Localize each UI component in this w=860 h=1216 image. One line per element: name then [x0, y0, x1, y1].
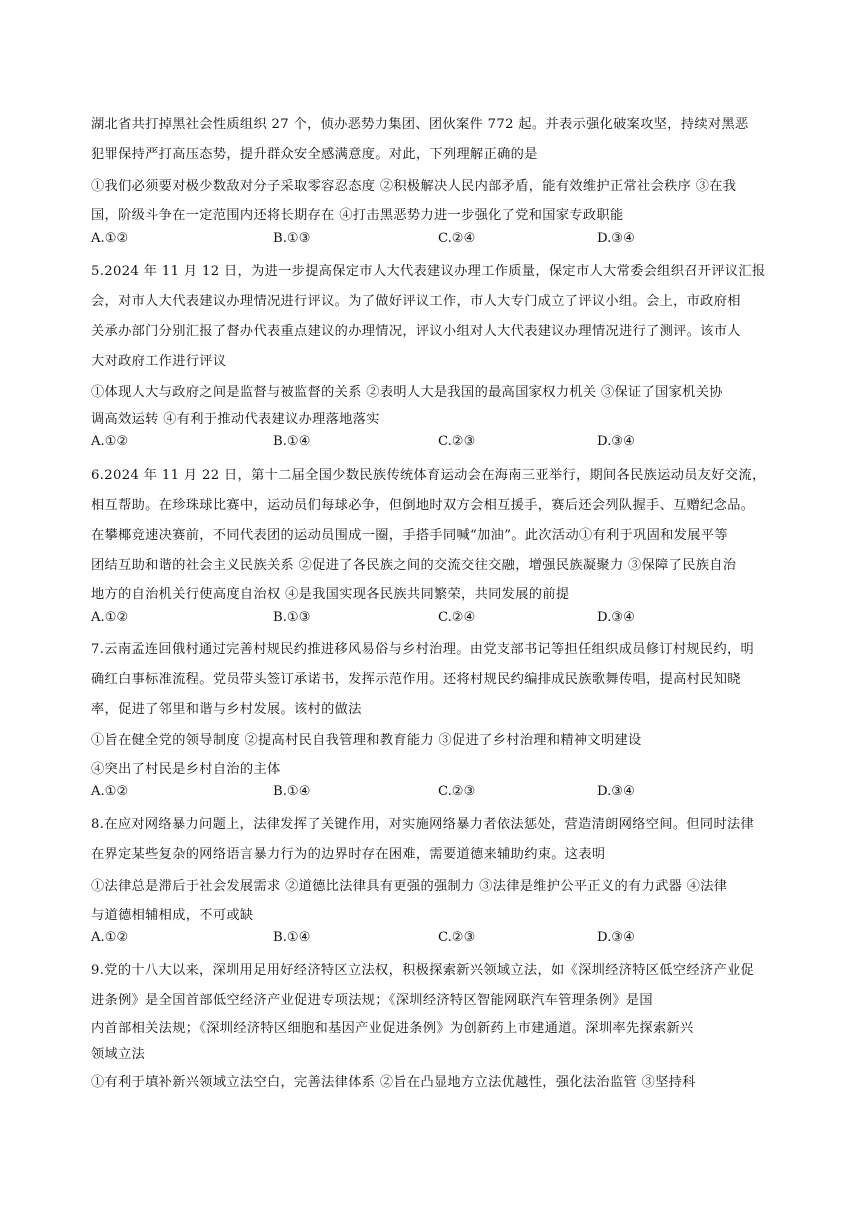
- q6-stem-line-3: 在攀椰竞速决赛前，不同代表团的运动员围成一圈，手搭手同喊“加油”。此次活动①有利于巩固和发展平等: [91, 528, 728, 543]
- q7-statement-line-2: ④突出了村民是乡村自治的主体: [91, 762, 281, 777]
- q8-statement-line-2: 与道德相辅相成，不可或缺: [91, 908, 254, 923]
- option-a[interactable]: A.①②: [91, 434, 129, 449]
- option-a[interactable]: A.①②: [91, 930, 129, 945]
- q7-stem-line-1: 7.云南孟连回俄村通过完善村规民约推进移风易俗与乡村治理。由党支部书记等担任组织成员修订村规民约，明: [91, 642, 755, 657]
- option-b[interactable]: B.①④: [273, 784, 311, 799]
- q7-stem-line-2: 确红白事标准流程。党员带头签订承诺书，发挥示范作用。还将村规民约编排成民族歌舞传唱，提高村民知晓: [91, 672, 741, 687]
- option-c[interactable]: C.②③: [438, 930, 476, 945]
- q8-stem-line-1: 8.在应对网络暴力问题上，法律发挥了关键作用，对实施网络暴力者依法惩处，营造清朗网络空间。但同时法律: [91, 817, 755, 832]
- q8-stem-line-2: 在界定某些复杂的网络语言暴力行为的边界时存在困难，需要道德来辅助约束。这表明: [91, 847, 606, 862]
- q5-stem-line-1: 5.2024 年 11 月 12 日，为进一步提高保定市人大代表建议办理工作质量，保定市人大常委会组织召开评议汇报: [91, 264, 766, 279]
- q6-stem-line-1: 6.2024 年 11 月 22 日，第十二届全国少数民族传统体育运动会在海南三亚举行，期间各民族运动员友好交流，: [91, 468, 766, 483]
- option-a[interactable]: A.①②: [91, 231, 129, 246]
- q9-stem-line-2: 进条例》是全国首部低空经济产业促进专项法规；《深圳经济特区智能网联汽车管理条例》是国: [91, 993, 653, 1008]
- q6-stem-line-4: 团结互助和谐的社会主义民族关系 ②促进了各民族之间的交流交往交融，增强民族凝聚力 ③保障了民族自治: [91, 558, 737, 573]
- q9-stem-line-4: 领域立法: [91, 1047, 146, 1062]
- q4-stem-line-2: 犯罪保持严打高压态势，提升群众安全感满意度。对此，下列理解正确的是: [91, 147, 538, 162]
- option-c[interactable]: C.②④: [438, 231, 476, 246]
- q4-statement-line-2: 国，阶级斗争在一定范围内还将长期存在 ④打击黑恶势力进一步强化了党和国家专政职能: [91, 208, 624, 223]
- option-c[interactable]: C.②④: [438, 610, 476, 625]
- q5-stem-line-2: 会，对市人大代表建议办理情况进行评议。为了做好评议工作，市人大专门成立了评议小组。会上，市政府相: [91, 294, 741, 309]
- option-d[interactable]: D.③④: [597, 930, 635, 945]
- option-c[interactable]: C.②③: [438, 784, 476, 799]
- option-b[interactable]: B.①③: [273, 610, 311, 625]
- q9-statement-line-1: ①有利于填补新兴领域立法空白，完善法律体系 ②旨在凸显地方立法优越性，强化法治监管 ③坚持科: [91, 1075, 696, 1090]
- option-b[interactable]: B.①③: [273, 231, 311, 246]
- option-b[interactable]: B.①④: [273, 930, 311, 945]
- q9-stem-line-3: 内首部相关法规；《深圳经济特区细胞和基因产业促进条例》为创新药上市建通道。深圳率先探索新兴: [91, 1021, 694, 1036]
- q5-statement-line-1: ①体现人大与政府之间是监督与被监督的关系 ②表明人大是我国的最高国家权力机关 ③保证了国家机关协: [91, 385, 723, 400]
- q7-stem-line-3: 率，促进了邻里和谐与乡村发展。该村的做法: [91, 702, 362, 717]
- q6-stem-line-5: 地方的自治机关行使高度自治权 ④是我国实现各民族共同繁荣，共同发展的前提: [91, 587, 570, 602]
- option-a[interactable]: A.①②: [91, 784, 129, 799]
- q5-statement-line-2: 调高效运转 ④有利于推动代表建议办理落地落实: [91, 412, 380, 427]
- option-d[interactable]: D.③④: [597, 434, 635, 449]
- q5-stem-line-4: 大对政府工作进行评议: [91, 354, 227, 369]
- q4-statement-line-1: ①我们必须要对极少数敌对分子采取零容忍态度 ②积极解决人民内部矛盾，能有效维护正常社会秩序 ③在我: [91, 179, 737, 194]
- q7-statement-line-1: ①旨在健全党的领导制度 ②提高村民自我管理和教育能力 ③促进了乡村治理和精神文明建设: [91, 733, 642, 748]
- option-b[interactable]: B.①④: [273, 434, 311, 449]
- option-d[interactable]: D.③④: [597, 231, 635, 246]
- q4-stem-line-1: 湖北省共打掉黑社会性质组织 27 个，侦办恶势力集团、团伙案件 772 起。并表示强化破案攻坚，持续对黑恶: [91, 117, 749, 132]
- q5-stem-line-3: 关承办部门分别汇报了督办代表重点建议的办理情况，评议小组对人大代表建议办理情况进行了测评。该市人: [91, 324, 741, 339]
- q6-stem-line-2: 相互帮助。在珍珠球比赛中，运动员们每球必争，但倒地时双方会相互援手，赛后还会列队握手、互赠纪念品。: [91, 498, 755, 513]
- option-a[interactable]: A.①②: [91, 610, 129, 625]
- option-c[interactable]: C.②③: [438, 434, 476, 449]
- option-d[interactable]: D.③④: [597, 784, 635, 799]
- q9-stem-line-1: 9.党的十八大以来，深圳用足用好经济特区立法权，积极探索新兴领域立法，如《深圳经济特区低空经济产业促: [91, 963, 755, 978]
- option-d[interactable]: D.③④: [597, 610, 635, 625]
- q8-statement-line-1: ①法律总是滞后于社会发展需求 ②道德比法律具有更强的强制力 ③法律是维护公平正义的有力武器 ④法律: [91, 879, 728, 894]
